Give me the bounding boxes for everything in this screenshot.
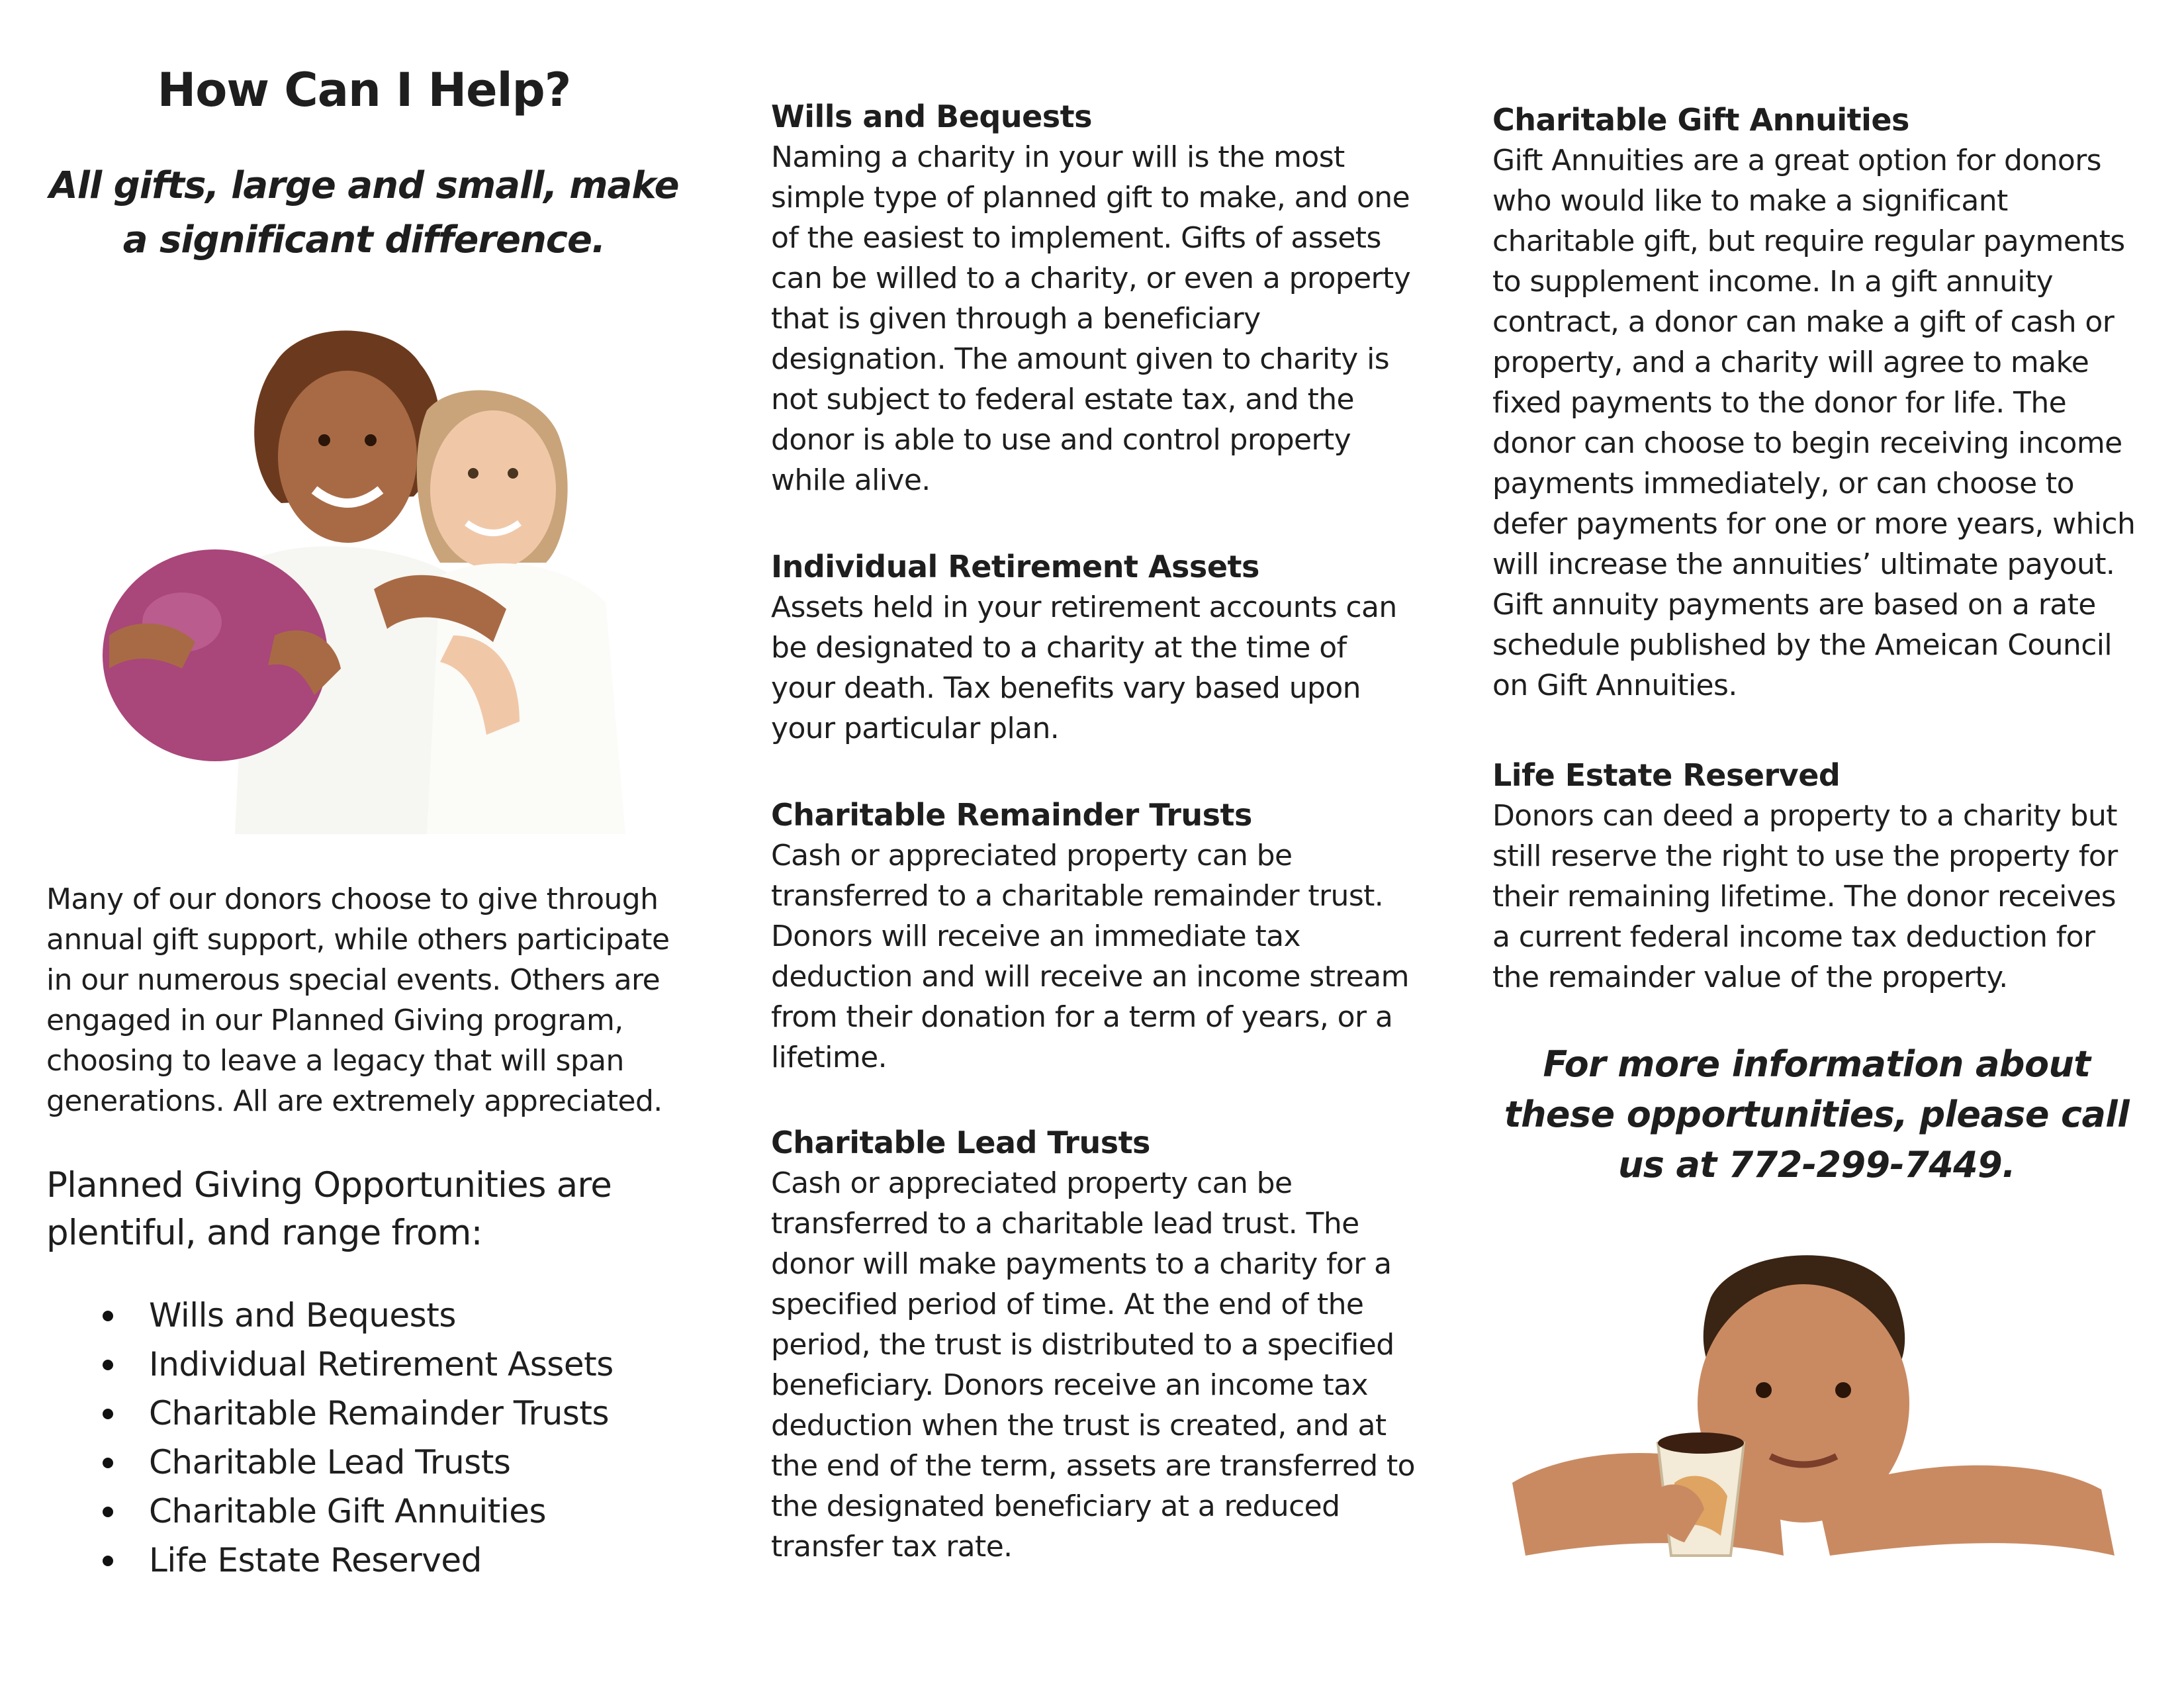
two-girls-photo xyxy=(83,324,678,834)
list-item: Charitable Lead Trusts xyxy=(46,1438,682,1487)
list-item: Charitable Remainder Trusts xyxy=(46,1389,682,1438)
section-life-estate-reserved xyxy=(1492,755,2141,998)
section-heading: Charitable Remainder Trusts xyxy=(771,797,1252,833)
section-heading: Wills and Bequests xyxy=(771,99,1093,134)
contact-callout: For more information about these opportunities, please call us at 772-299-7449. xyxy=(1504,1043,2130,1186)
section-heading: Life Estate Reserved xyxy=(1492,757,1841,793)
section-body: Cash or appreciated property can be transferred to a charitable remainder trust. Donors will receive an immediate tax deduction and will receive an income stream from their donation for a term of years, or a lifetime. xyxy=(771,839,1409,1074)
section-body: Naming a charity in your will is the most simple type of planned gift to make, and one of the easiest to implement. Gifts of assets can be willed to a charity, or even a property that is given through a beneficiary designation. The amount given to charity is not subject to federal estate tax, and the donor is able to use and control property while alive. xyxy=(771,140,1411,497)
boy-with-cup-photo xyxy=(1499,1244,2148,1602)
section-heading: Individual Retirement Assets xyxy=(771,549,1259,585)
opportunities-intro: Planned Giving Opportunities are plentiful, and range from: xyxy=(46,1165,612,1253)
page-title: How Can I Help? xyxy=(157,63,571,117)
list-item: Individual Retirement Assets xyxy=(46,1340,682,1389)
section-heading: Charitable Gift Annuities xyxy=(1492,102,1909,138)
list-item: Life Estate Reserved xyxy=(46,1536,682,1585)
section-body: Cash or appreciated property can be transferred to a charitable lead trust. The donor will make payments to a charity for a specified period of time. At the end of the period, the trust is distributed to a specified beneficiary. Donors receive an income tax deduction when the trust is created, and at the end of the term, assets are transferred to the designated beneficiary at a reduced transfer tax rate. xyxy=(771,1166,1415,1564)
section-body: Assets held in your retirement accounts can be designated to a charity at the time of your death. Tax benefits vary based upon your particular plan. xyxy=(771,590,1397,745)
list-item: Charitable Gift Annuities xyxy=(46,1487,682,1536)
section-body: Gift Annuities are a great option for donors who would like to make a significant charitable gift, but require regular payments to supplement income. In a gift annuity contract, a donor can make a gift of cash or property, and a charity will agree to make fixed payments to the donor for life. The donor can choose to begin receiving income payments immediately, or can choose to defer payments for one or more years, which will increase the annuities’ ultimate payout. Gift annuity payments are based on a rate schedule published by the Ameican Council on Gift Annuities. xyxy=(1492,144,2136,702)
section-individual-retirement-assets xyxy=(771,546,1416,749)
section-charitable-gift-annuities xyxy=(1492,99,2141,706)
section-wills-bequests xyxy=(771,96,1416,500)
intro-paragraph: Many of our donors choose to give through annual gift support, while others participate in our numerous special events. Others are engaged in our Planned Giving program, choosing to leave a legacy that will span generations. All are extremely appreciated. xyxy=(46,882,670,1118)
tagline: All gifts, large and small, make a significant difference. xyxy=(49,164,679,261)
opportunities-list xyxy=(46,1291,682,1585)
section-body: Donors can deed a property to a charity but still reserve the right to use the property for their remaining lifetime. The donor receives a current federal income tax deduction for the remainder value of the property. xyxy=(1492,799,2118,994)
list-item: Wills and Bequests xyxy=(46,1291,682,1340)
section-heading: Charitable Lead Trusts xyxy=(771,1125,1150,1160)
section-charitable-lead-trusts xyxy=(771,1122,1416,1567)
section-charitable-remainder-trusts xyxy=(771,794,1416,1078)
